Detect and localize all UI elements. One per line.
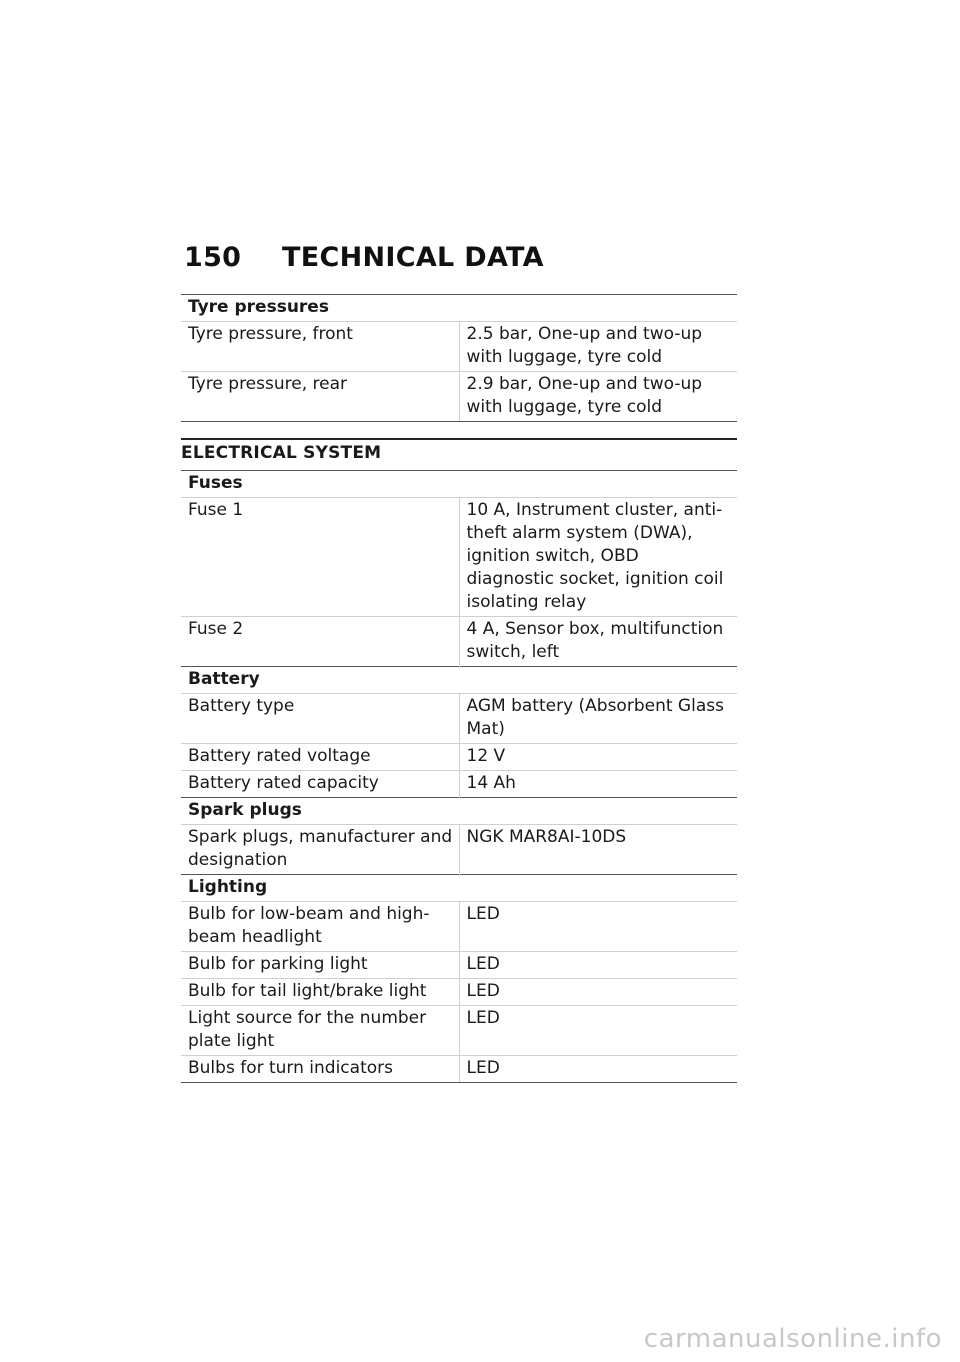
group-heading-fuses xyxy=(181,471,737,498)
group-heading-label: Battery xyxy=(181,667,737,694)
row-value: LED xyxy=(459,1056,737,1083)
content xyxy=(181,294,737,1083)
row-value: LED xyxy=(459,902,737,952)
row-value: 4 A, Sensor box, multifunction switch, left xyxy=(459,617,737,667)
table-row xyxy=(181,617,737,667)
electrical-system-table xyxy=(181,470,737,1083)
watermark: carmanualsonline.info xyxy=(643,1324,942,1354)
row-value: 12 V xyxy=(459,744,737,771)
group-heading-label: Fuses xyxy=(181,471,737,498)
row-label: Light source for the number plate light xyxy=(181,1006,459,1056)
row-label: Spark plugs, manufacturer and designation xyxy=(181,825,459,875)
group-heading-label: Lighting xyxy=(181,875,737,902)
group-heading-label: Tyre pressures xyxy=(181,295,737,322)
group-heading-battery xyxy=(181,667,737,694)
page-number: 150 xyxy=(184,242,242,273)
table-row xyxy=(181,372,737,422)
group-heading-spark-plugs xyxy=(181,798,737,825)
row-label: Tyre pressure, front xyxy=(181,322,459,372)
row-label: Bulb for tail light/brake light xyxy=(181,979,459,1006)
table-row xyxy=(181,694,737,744)
table-row xyxy=(181,498,737,617)
row-value: 10 A, Instrument cluster, anti-theft alarm system (DWA), ignition switch, OBD diagnostic socket, ignition coil isolating relay xyxy=(459,498,737,617)
row-value: LED xyxy=(459,979,737,1006)
row-label: Bulb for low-beam and high-beam headlight xyxy=(181,902,459,952)
section-title-electrical-system: ELECTRICAL SYSTEM xyxy=(181,438,737,470)
row-value: NGK MAR8AI-10DS xyxy=(459,825,737,875)
table-row xyxy=(181,322,737,372)
page-header xyxy=(184,242,544,273)
row-value: 14 Ah xyxy=(459,771,737,798)
row-label: Bulb for parking light xyxy=(181,952,459,979)
group-heading-lighting xyxy=(181,875,737,902)
row-value: 2.5 bar, One-up and two-up with luggage, tyre cold xyxy=(459,322,737,372)
table-row xyxy=(181,952,737,979)
row-label: Battery rated capacity xyxy=(181,771,459,798)
table-row xyxy=(181,1006,737,1056)
table-row xyxy=(181,902,737,952)
group-heading-label: Spark plugs xyxy=(181,798,737,825)
table-row xyxy=(181,979,737,1006)
page-title: TECHNICAL DATA xyxy=(282,242,544,273)
table-row xyxy=(181,1056,737,1083)
table-row xyxy=(181,744,737,771)
row-value: LED xyxy=(459,1006,737,1056)
table-row xyxy=(181,771,737,798)
row-label: Battery type xyxy=(181,694,459,744)
row-value: 2.9 bar, One-up and two-up with luggage, tyre cold xyxy=(459,372,737,422)
group-heading-tyre-pressures xyxy=(181,295,737,322)
row-label: Battery rated voltage xyxy=(181,744,459,771)
row-value: LED xyxy=(459,952,737,979)
row-value: AGM battery (Absorbent Glass Mat) xyxy=(459,694,737,744)
tyre-pressures-table xyxy=(181,294,737,422)
row-label: Bulbs for turn indicators xyxy=(181,1056,459,1083)
row-label: Fuse 2 xyxy=(181,617,459,667)
row-label: Tyre pressure, rear xyxy=(181,372,459,422)
row-label: Fuse 1 xyxy=(181,498,459,617)
table-row xyxy=(181,825,737,875)
